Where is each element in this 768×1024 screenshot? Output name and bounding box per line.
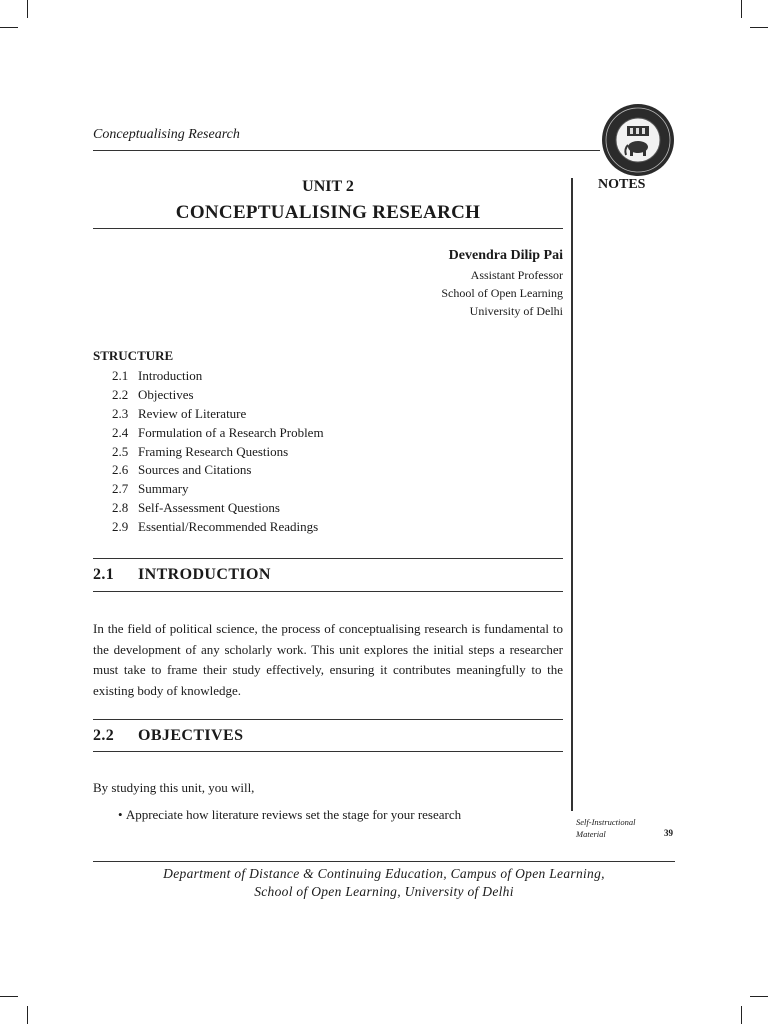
author-university: University of Delhi: [469, 304, 563, 318]
toc-item: 2.9 Essential/Recommended Readings: [112, 519, 319, 535]
footer-rule: [93, 861, 675, 862]
toc-item: 2.5 Framing Research Questions: [112, 443, 289, 459]
header-rule: [93, 150, 600, 151]
page-number: 39: [664, 828, 673, 838]
section-heading-introduction: 2.1 INTRODUCTION: [93, 566, 271, 583]
toc-item: 2.3 Review of Literature: [112, 405, 247, 421]
toc-item: 2.7 Summary: [112, 481, 189, 497]
section-heading-objectives: 2.2 OBJECTIVES: [93, 727, 244, 744]
unit-number: UNIT 2: [302, 178, 354, 195]
author-block: [441, 246, 563, 320]
crop-mark: [741, 0, 742, 18]
title-rule: [93, 228, 563, 229]
bullet-icon: •: [118, 807, 126, 822]
crop-mark: [750, 996, 768, 997]
toc-item: 2.8 Self-Assessment Questions: [112, 500, 280, 516]
section-rule: [93, 558, 563, 559]
author-designation: Assistant Professor: [470, 268, 563, 282]
university-seal-logo: [600, 102, 676, 178]
notes-margin-rule: [571, 178, 573, 811]
crop-mark: [741, 1006, 742, 1024]
crop-mark: [27, 1006, 28, 1024]
objectives-intro: By studying this unit, you will,: [93, 780, 255, 795]
objective-bullet: • Appreciate how literature reviews set the stage for your research: [118, 807, 462, 822]
introduction-paragraph: In the field of political science, the process of conceptualising research is fundamental to the development of any scholarly work. This unit explores the initial steps a researcher must take to frame their study effectively, ensuring it contributes meaningfully to the existing body of knowledge.: [93, 621, 563, 698]
running-head-title: Conceptualising Research: [93, 127, 240, 142]
author-school: School of Open Learning: [441, 286, 563, 300]
structure-heading: STRUCTURE: [93, 348, 174, 363]
self-instructional-label: Self-Instructional Material: [576, 817, 636, 839]
toc-item: 2.4 Formulation of a Research Problem: [112, 424, 324, 440]
footer-text: Department of Distance & Continuing Education, Campus of Open Learning, School of Open Learning, University of Delhi: [163, 866, 605, 899]
section-rule: [93, 591, 563, 592]
unit-title: CONCEPTUALISING RESEARCH: [175, 202, 481, 223]
section-rule: [93, 719, 563, 720]
notes-label: NOTES: [598, 177, 646, 192]
section-rule: [93, 751, 563, 752]
crop-mark: [27, 0, 28, 18]
crop-mark: [0, 27, 18, 28]
crop-mark: [750, 27, 768, 28]
structure-list: [112, 367, 324, 537]
toc-item: 2.6 Sources and Citations: [112, 462, 252, 478]
toc-item: 2.1 Introduction: [112, 368, 203, 383]
author-name: Devendra Dilip Pai: [448, 248, 563, 263]
toc-item: 2.2 Objectives: [112, 386, 194, 402]
crop-mark: [0, 996, 18, 997]
